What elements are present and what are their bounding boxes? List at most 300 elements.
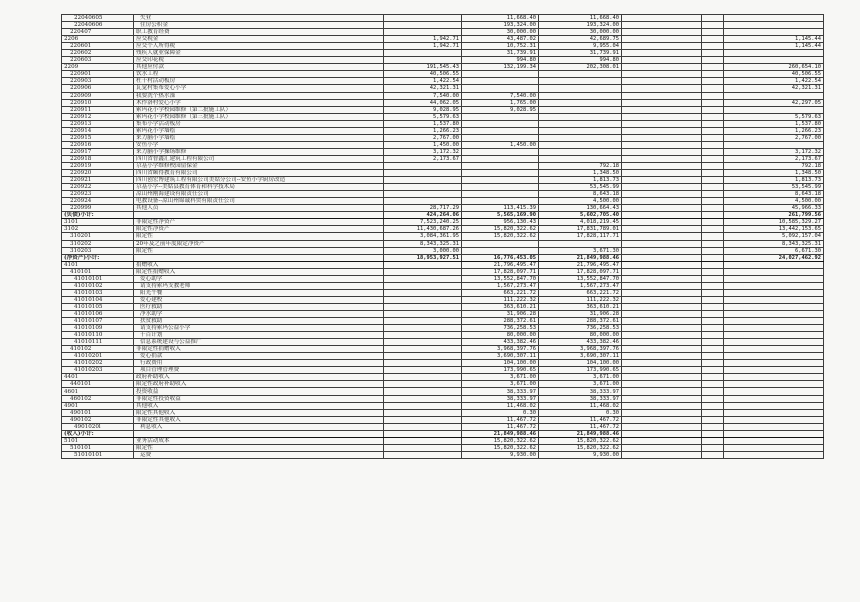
- credit-amount-cell: 130,664.43: [539, 205, 622, 212]
- account-name-cell: 非限定性其他收入: [134, 416, 384, 423]
- blank-cell: [702, 99, 724, 106]
- credit-amount-cell: 31,739.91: [539, 50, 622, 57]
- debit-amount-cell: [462, 170, 539, 177]
- ledger-row: [62, 261, 824, 268]
- blank-cell: [622, 303, 702, 310]
- blank-cell: [702, 296, 724, 303]
- blank-cell: [622, 191, 702, 198]
- account-code-cell: (净资产)小计:: [62, 254, 134, 261]
- credit-amount-cell: 0.30: [539, 409, 622, 416]
- blank-cell: [622, 374, 702, 381]
- closing-balance-cell: [724, 325, 824, 332]
- closing-balance-cell: 8,343,325.31: [724, 240, 824, 247]
- debit-amount-cell: 5,565,169.90: [462, 212, 539, 219]
- debit-amount-cell: 3,671.00: [462, 374, 539, 381]
- blank-cell: [702, 261, 724, 268]
- ledger-body: [62, 15, 824, 459]
- blank-cell: [622, 233, 702, 240]
- opening-balance-cell: [384, 162, 462, 169]
- credit-amount-cell: 21,796,495.47: [539, 261, 622, 268]
- account-code-cell: 41010111: [62, 339, 134, 346]
- debit-amount-cell: 7,540.00: [462, 92, 539, 99]
- blank-cell: [622, 395, 702, 402]
- debit-amount-cell: 21,849,988.46: [462, 430, 539, 437]
- blank-cell: [702, 50, 724, 57]
- blank-cell: [702, 205, 724, 212]
- opening-balance-cell: 8,343,325.31: [384, 240, 462, 247]
- blank-cell: [702, 423, 724, 430]
- opening-balance-cell: [384, 303, 462, 310]
- closing-balance-cell: [724, 339, 824, 346]
- account-name-cell: 捐赠收入: [134, 261, 384, 268]
- ledger-row: [62, 423, 824, 430]
- blank-cell: [622, 451, 702, 458]
- account-name-cell: 来力脑小学墙绘: [134, 134, 384, 141]
- closing-balance-cell: [724, 296, 824, 303]
- blank-cell: [622, 240, 702, 247]
- blank-cell: [702, 92, 724, 99]
- account-code-cell: 41010202: [62, 360, 134, 367]
- blank-cell: [622, 141, 702, 148]
- account-code-cell: 4601: [62, 388, 134, 395]
- blank-cell: [702, 219, 724, 226]
- debit-amount-cell: 1,567,273.47: [462, 282, 539, 289]
- blank-cell: [702, 134, 724, 141]
- ledger-row: [62, 22, 824, 29]
- ledger-row: [62, 85, 824, 92]
- credit-amount-cell: [539, 134, 622, 141]
- ledger-row: [62, 402, 824, 409]
- ledger-row: [62, 127, 824, 134]
- closing-balance-cell: [724, 268, 824, 275]
- opening-balance-cell: [384, 395, 462, 402]
- debit-amount-cell: 113,415.39: [462, 205, 539, 212]
- account-code-cell: 22040606: [62, 22, 134, 29]
- credit-amount-cell: 663,221.72: [539, 289, 622, 296]
- closing-balance-cell: [724, 374, 824, 381]
- blank-cell: [622, 325, 702, 332]
- opening-balance-cell: 1,422.54: [384, 78, 462, 85]
- closing-balance-cell: [724, 346, 824, 353]
- blank-cell: [622, 275, 702, 282]
- debit-amount-cell: 43,487.02: [462, 36, 539, 43]
- blank-cell: [702, 64, 724, 71]
- account-name-cell: 利息收入: [134, 423, 384, 430]
- account-name-cell: 来力脑小学操场维修: [134, 148, 384, 155]
- account-name-cell: 请支持索玛支教老师: [134, 282, 384, 289]
- blank-cell: [702, 233, 724, 240]
- credit-amount-cell: 433,382.46: [539, 339, 622, 346]
- blank-cell: [702, 15, 724, 22]
- ledger-row: [62, 29, 824, 36]
- blank-cell: [622, 318, 702, 325]
- account-name-cell: 电教设备--凉山州锦诚科贸有限责任公司: [134, 198, 384, 205]
- account-code-cell: 220903: [62, 78, 134, 85]
- account-code-cell: 220999: [62, 205, 134, 212]
- blank-cell: [622, 99, 702, 106]
- debit-amount-cell: [462, 134, 539, 141]
- closing-balance-cell: 261,799.56: [724, 212, 824, 219]
- blank-cell: [622, 444, 702, 451]
- blank-cell: [622, 22, 702, 29]
- debit-amount-cell: 994.80: [462, 57, 539, 64]
- closing-balance-cell: [724, 381, 824, 388]
- account-name-cell: 非限定性捐赠收入: [134, 346, 384, 353]
- opening-balance-cell: [384, 402, 462, 409]
- closing-balance-cell: [724, 409, 824, 416]
- opening-balance-cell: [384, 325, 462, 332]
- credit-amount-cell: [539, 92, 622, 99]
- account-name-cell: 非限定性净资产: [134, 219, 384, 226]
- blank-cell: [622, 36, 702, 43]
- credit-amount-cell: 363,610.21: [539, 303, 622, 310]
- account-name-cell: 其他应付款: [134, 64, 384, 71]
- ledger-row: [62, 240, 824, 247]
- debit-amount-cell: 104,100.00: [462, 360, 539, 367]
- ledger-row: [62, 148, 824, 155]
- debit-amount-cell: [462, 155, 539, 162]
- blank-cell: [622, 43, 702, 50]
- ledger-row: [62, 177, 824, 184]
- account-name-cell: 安鱼小学: [134, 141, 384, 148]
- debit-amount-cell: 38,333.97: [462, 395, 539, 402]
- opening-balance-cell: [384, 184, 462, 191]
- account-code-cell: 220924: [62, 198, 134, 205]
- credit-amount-cell: 3,690,307.11: [539, 353, 622, 360]
- account-name-cell: 索玛花小学校园维修（第三批施工队）: [134, 113, 384, 120]
- closing-balance-cell: 24,027,462.92: [724, 254, 824, 261]
- debit-amount-cell: 38,333.97: [462, 388, 539, 395]
- ledger-row: [62, 64, 824, 71]
- closing-balance-cell: [724, 388, 824, 395]
- account-name-cell: 职工教育经费: [134, 29, 384, 36]
- debit-amount-cell: 11,467.72: [462, 416, 539, 423]
- blank-cell: [622, 282, 702, 289]
- account-name-cell: 千百计划: [134, 332, 384, 339]
- credit-amount-cell: 15,820,322.62: [539, 437, 622, 444]
- closing-balance-cell: 1,348.50: [724, 170, 824, 177]
- blank-cell: [702, 367, 724, 374]
- opening-balance-cell: [384, 198, 462, 205]
- account-name-cell: 四川省颐得教育有限公司: [134, 170, 384, 177]
- account-code-cell: 41010203: [62, 367, 134, 374]
- credit-amount-cell: 288,372.61: [539, 318, 622, 325]
- blank-cell: [622, 148, 702, 155]
- blank-cell: [622, 346, 702, 353]
- account-code-cell: 51010101: [62, 451, 134, 458]
- blank-cell: [622, 120, 702, 127]
- closing-balance-cell: 13,442,153.65: [724, 226, 824, 233]
- opening-balance-cell: 3,084,361.95: [384, 233, 462, 240]
- credit-amount-cell: 13,552,847.70: [539, 275, 622, 282]
- closing-balance-cell: [724, 92, 824, 99]
- ledger-row: [62, 254, 824, 261]
- debit-amount-cell: [462, 71, 539, 78]
- opening-balance-cell: [384, 22, 462, 29]
- account-name-cell: 索玛花小学校园维修（第二批施工队）: [134, 106, 384, 113]
- closing-balance-cell: [724, 332, 824, 339]
- closing-balance-cell: 1,266.23: [724, 127, 824, 134]
- blank-cell: [622, 254, 702, 261]
- credit-amount-cell: [539, 240, 622, 247]
- debit-amount-cell: [462, 247, 539, 254]
- credit-amount-cell: [539, 85, 622, 92]
- closing-balance-cell: 40,506.55: [724, 71, 824, 78]
- blank-cell: [622, 437, 702, 444]
- ledger-row: [62, 289, 824, 296]
- credit-amount-cell: 30,000.00: [539, 29, 622, 36]
- credit-amount-cell: 38,333.97: [539, 388, 622, 395]
- debit-amount-cell: 3,690,307.11: [462, 353, 539, 360]
- opening-balance-cell: [384, 57, 462, 64]
- credit-amount-cell: [539, 141, 622, 148]
- ledger-row: [62, 437, 824, 444]
- account-name-cell: 限定性政府补助收入: [134, 381, 384, 388]
- opening-balance-cell: [384, 388, 462, 395]
- blank-cell: [622, 29, 702, 36]
- credit-amount-cell: 21,849,988.46: [539, 254, 622, 261]
- closing-balance-cell: [724, 353, 824, 360]
- opening-balance-cell: 40,506.55: [384, 71, 462, 78]
- blank-cell: [702, 22, 724, 29]
- account-name-cell: 限定性: [134, 233, 384, 240]
- ledger-row: [62, 444, 824, 451]
- credit-amount-cell: 17,828,097.71: [539, 268, 622, 275]
- ledger-row: [62, 205, 824, 212]
- credit-amount-cell: 8,643.18: [539, 191, 622, 198]
- closing-balance-cell: 5,579.63: [724, 113, 824, 120]
- blank-cell: [702, 29, 724, 36]
- blank-cell: [622, 226, 702, 233]
- blank-cell: [702, 170, 724, 177]
- ledger-row: [62, 162, 824, 169]
- credit-amount-cell: 80,000.00: [539, 332, 622, 339]
- account-name-cell: 行政费用: [134, 360, 384, 367]
- account-name-cell: 投资收益: [134, 388, 384, 395]
- account-name-cell: 净水助学: [134, 310, 384, 317]
- blank-cell: [702, 177, 724, 184]
- blank-cell: [622, 177, 702, 184]
- opening-balance-cell: [384, 177, 462, 184]
- closing-balance-cell: 8,643.18: [724, 191, 824, 198]
- blank-cell: [702, 36, 724, 43]
- account-code-cell: 2209: [62, 64, 134, 71]
- blank-cell: [622, 92, 702, 99]
- opening-balance-cell: 5,579.63: [384, 113, 462, 120]
- opening-balance-cell: [384, 282, 462, 289]
- ledger-row: [62, 191, 824, 198]
- blank-cell: [702, 113, 724, 120]
- debit-amount-cell: 11,468.02: [462, 402, 539, 409]
- account-name-cell: 瓦觉村集布爱心小学: [134, 85, 384, 92]
- closing-balance-cell: [724, 430, 824, 437]
- account-code-cell: 410102: [62, 346, 134, 353]
- account-name-cell: 其他人员: [134, 205, 384, 212]
- ledger-row: [62, 92, 824, 99]
- credit-amount-cell: 4,500.00: [539, 198, 622, 205]
- opening-balance-cell: [384, 409, 462, 416]
- blank-cell: [622, 360, 702, 367]
- account-code-cell: 4401: [62, 374, 134, 381]
- opening-balance-cell: [384, 261, 462, 268]
- account-code-cell: (收入)小计:: [62, 430, 134, 437]
- debit-amount-cell: 15,820,322.62: [462, 437, 539, 444]
- opening-balance-cell: 44,062.05: [384, 99, 462, 106]
- ledger-row: [62, 155, 824, 162]
- opening-balance-cell: [384, 381, 462, 388]
- credit-amount-cell: 9,930.00: [539, 451, 622, 458]
- account-code-cell: 220901: [62, 71, 134, 78]
- account-code-cell: 410101: [62, 268, 134, 275]
- closing-balance-cell: [724, 423, 824, 430]
- account-name-cell: 政府补助收入: [134, 374, 384, 381]
- opening-balance-cell: 2,173.67: [384, 155, 462, 162]
- closing-balance-cell: [724, 15, 824, 22]
- opening-balance-cell: [384, 29, 462, 36]
- blank-cell: [702, 388, 724, 395]
- credit-amount-cell: 173,990.65: [539, 367, 622, 374]
- account-name-cell: 集布小学活动板房: [134, 120, 384, 127]
- blank-cell: [702, 155, 724, 162]
- account-code-cell: 220920: [62, 170, 134, 177]
- ledger-row: [62, 303, 824, 310]
- opening-balance-cell: 18,953,927.51: [384, 254, 462, 261]
- credit-amount-cell: 3,671.00: [539, 381, 622, 388]
- account-name-cell: 索玛花小学墙绘: [134, 127, 384, 134]
- account-code-cell: 310202: [62, 240, 134, 247]
- account-name-cell: 杜十村活动板房: [134, 78, 384, 85]
- opening-balance-cell: [384, 310, 462, 317]
- blank-cell: [702, 409, 724, 416]
- account-code-cell: 4101: [62, 261, 134, 268]
- account-name-cell: 扶贫救助: [134, 318, 384, 325]
- opening-balance-cell: 3,000.00: [384, 247, 462, 254]
- blank-cell: [622, 78, 702, 85]
- blank-cell: [622, 332, 702, 339]
- opening-balance-cell: [384, 374, 462, 381]
- blank-cell: [702, 374, 724, 381]
- debit-amount-cell: [462, 120, 539, 127]
- account-code-cell: 41010103: [62, 289, 134, 296]
- blank-cell: [622, 71, 702, 78]
- opening-balance-cell: 9,028.95: [384, 106, 462, 113]
- blank-cell: [702, 444, 724, 451]
- account-code-cell: 220911: [62, 106, 134, 113]
- credit-amount-cell: [539, 113, 622, 120]
- ledger-row: [62, 15, 824, 22]
- closing-balance-cell: 45,966.33: [724, 205, 824, 212]
- account-name-cell: 尕基小学--美姑县教育体育和科学技术局: [134, 184, 384, 191]
- account-code-cell: 220916: [62, 141, 134, 148]
- blank-cell: [622, 388, 702, 395]
- blank-cell: [702, 416, 724, 423]
- account-name-cell: 限定性净资产: [134, 226, 384, 233]
- debit-amount-cell: 1,765.00: [462, 99, 539, 106]
- blank-cell: [622, 162, 702, 169]
- credit-amount-cell: 1,813.73: [539, 177, 622, 184]
- blank-cell: [702, 148, 724, 155]
- blank-cell: [702, 360, 724, 367]
- blank-cell: [702, 402, 724, 409]
- account-code-cell: 220923: [62, 191, 134, 198]
- debit-amount-cell: 13,552,847.70: [462, 275, 539, 282]
- blank-cell: [622, 134, 702, 141]
- ledger-row: [62, 360, 824, 367]
- account-code-cell: 220910: [62, 99, 134, 106]
- opening-balance-cell: [384, 430, 462, 437]
- blank-cell: [702, 247, 724, 254]
- blank-cell: [622, 106, 702, 113]
- debit-amount-cell: [462, 191, 539, 198]
- opening-balance-cell: 11,430,687.26: [384, 226, 462, 233]
- ledger-row: [62, 233, 824, 240]
- opening-balance-cell: 1,942.71: [384, 36, 462, 43]
- ledger-row: [62, 346, 824, 353]
- closing-balance-cell: [724, 289, 824, 296]
- account-name-cell: 请支持索玛公益小学: [134, 325, 384, 332]
- blank-cell: [702, 332, 724, 339]
- closing-balance-cell: 792.18: [724, 162, 824, 169]
- blank-cell: [702, 85, 724, 92]
- debit-amount-cell: [462, 240, 539, 247]
- opening-balance-cell: [384, 416, 462, 423]
- account-code-cell: 220921: [62, 177, 134, 184]
- closing-balance-cell: [724, 22, 824, 29]
- blank-cell: [702, 106, 724, 113]
- blank-cell: [702, 43, 724, 50]
- account-name-cell: 四川省智鑫汇建筑工程有限公司: [134, 155, 384, 162]
- closing-balance-cell: 260,654.10: [724, 64, 824, 71]
- blank-cell: [702, 212, 724, 219]
- ledger-row: [62, 332, 824, 339]
- account-name-cell: 其他收入: [134, 402, 384, 409]
- blank-cell: [622, 339, 702, 346]
- debit-amount-cell: 132,199.34: [462, 64, 539, 71]
- account-code-cell: 220909: [62, 92, 134, 99]
- blank-cell: [622, 205, 702, 212]
- closing-balance-cell: 6,671.30: [724, 247, 824, 254]
- opening-balance-cell: 1,537.80: [384, 120, 462, 127]
- credit-amount-cell: 736,258.53: [539, 325, 622, 332]
- debit-amount-cell: 11,668.40: [462, 15, 539, 22]
- opening-balance-cell: [384, 444, 462, 451]
- ledger-row: [62, 219, 824, 226]
- blank-cell: [622, 353, 702, 360]
- credit-amount-cell: 994.80: [539, 57, 622, 64]
- credit-amount-cell: 21,849,988.46: [539, 430, 622, 437]
- closing-balance-cell: [724, 282, 824, 289]
- closing-balance-cell: 3,172.32: [724, 148, 824, 155]
- ledger-row: [62, 134, 824, 141]
- debit-amount-cell: 21,796,495.47: [462, 261, 539, 268]
- ledger-row: [62, 275, 824, 282]
- account-code-cell: 5101: [62, 437, 134, 444]
- closing-balance-cell: [724, 303, 824, 310]
- opening-balance-cell: [384, 437, 462, 444]
- closing-balance-cell: 1,145.44: [724, 36, 824, 43]
- closing-balance-cell: [724, 451, 824, 458]
- debit-amount-cell: 10,752.31: [462, 43, 539, 50]
- credit-amount-cell: 3,671.00: [539, 374, 622, 381]
- blank-cell: [702, 71, 724, 78]
- closing-balance-cell: [724, 402, 824, 409]
- credit-amount-cell: 3,968,397.76: [539, 346, 622, 353]
- blank-cell: [702, 57, 724, 64]
- debit-amount-cell: [462, 113, 539, 120]
- blank-cell: [622, 198, 702, 205]
- ledger-row: [62, 381, 824, 388]
- blank-cell: [622, 289, 702, 296]
